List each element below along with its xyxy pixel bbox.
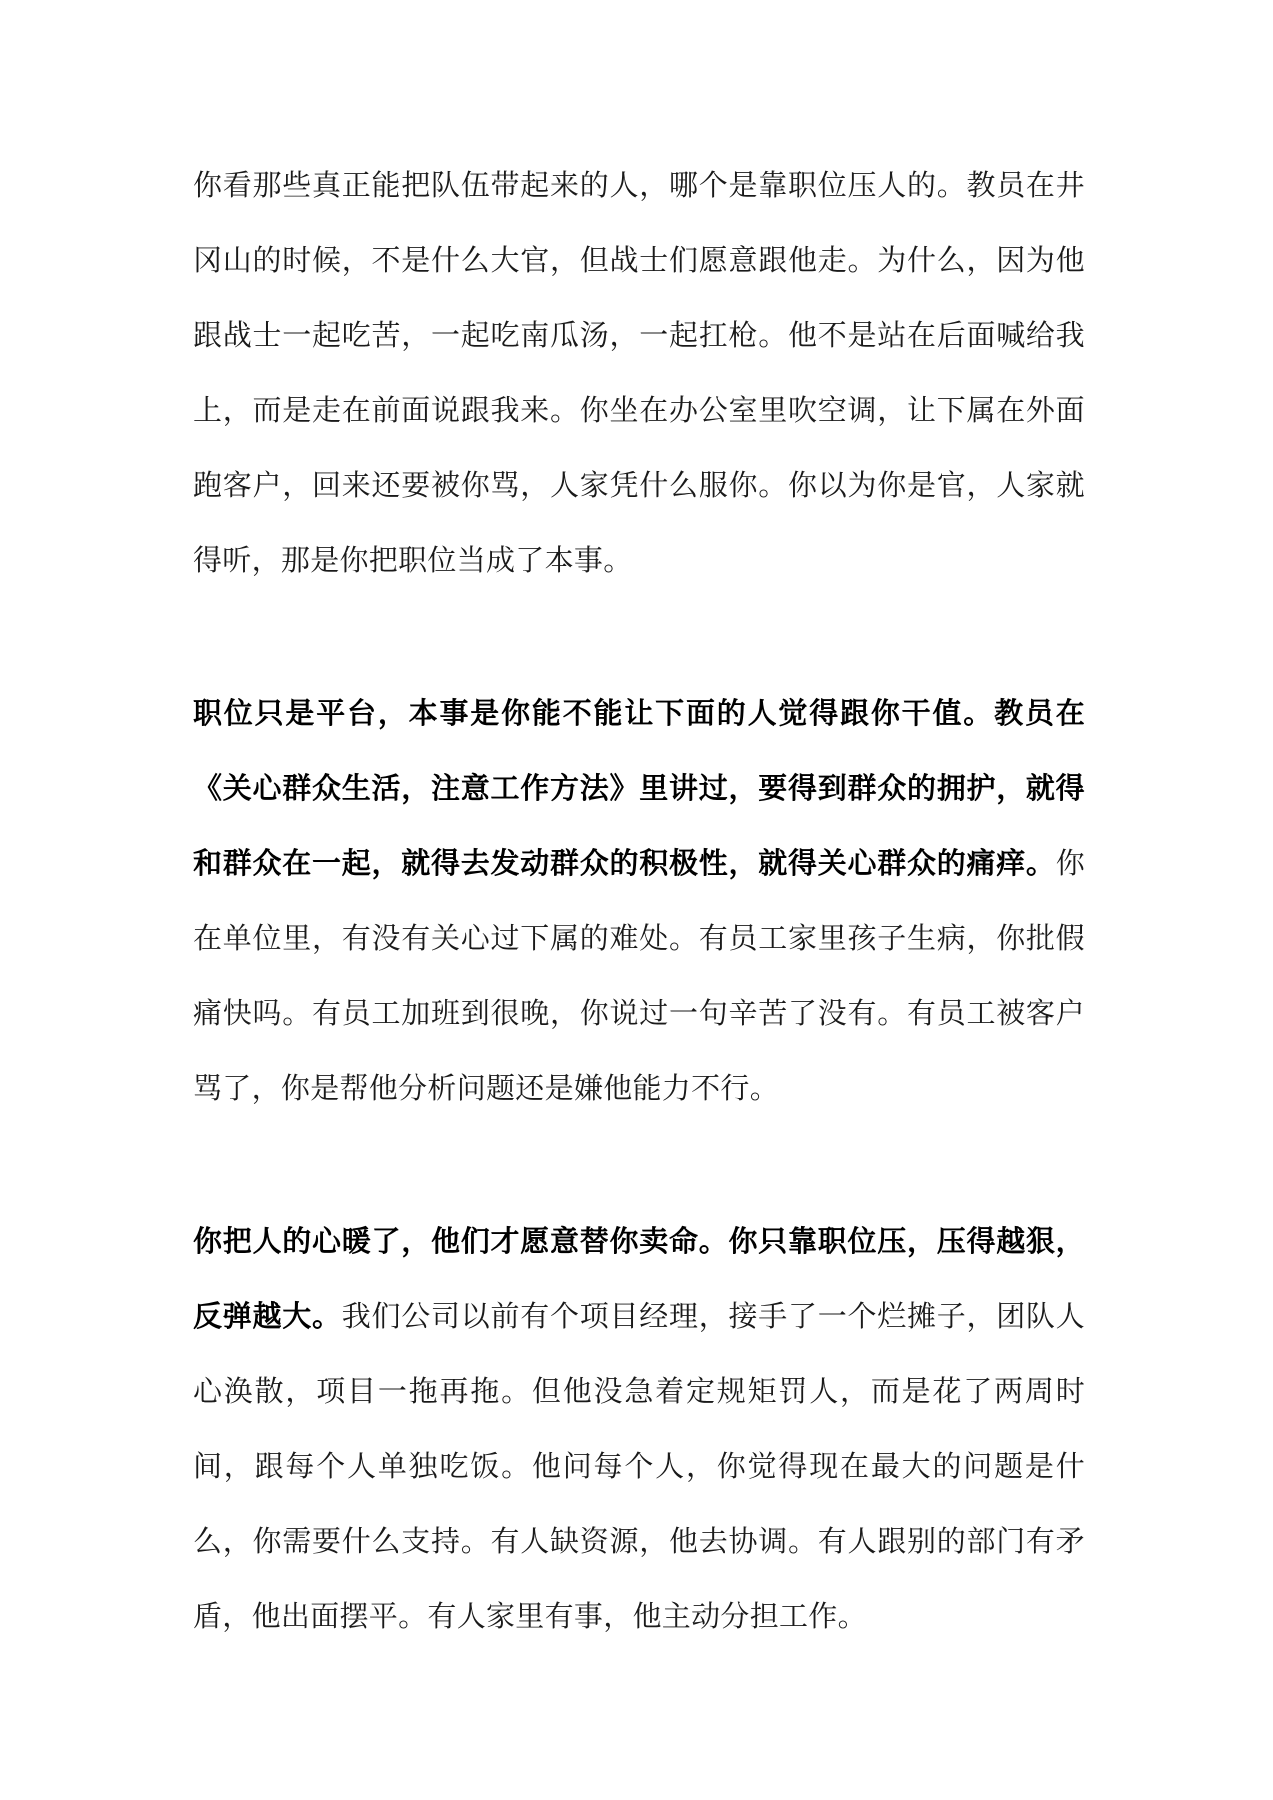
paragraph-2-text: 你在单位里，有没有关心过下属的难处。有员工家里孩子生病，你批假痛快吗。有员工加班到很晚，你说过一句辛苦了没有。有员工被客户骂了，你是帮他分析问题还是嫌他能力不行。 xyxy=(193,846,1085,1105)
paragraph-3-text: 我们公司以前有个项目经理，接手了一个烂摊子，团队人心涣散，项目一拖再拖。但他没急着定规矩罚人，而是花了两周时间，跟每个人单独吃饭。他问每个人，你觉得现在最大的问题是什么，你需要什么支持。有人缺资源，他去协调。有人跟别的部门有矛盾，他出面摆平。有人家里有事，他主动分担工作。 xyxy=(193,1299,1085,1633)
paragraph-3-bold: 你把人的心暖了，他们才愿意替你卖命。你只靠职位压，压得越狠，反弹越大。 xyxy=(193,1224,1085,1333)
paragraph-1-text: 你看那些真正能把队伍带起来的人，哪个是靠职位压人的。教员在井冈山的时候，不是什么大官，但战士们愿意跟他走。为什么，因为他跟战士一起吃苦，一起吃南瓜汤，一起扛枪。他不是站在后面喊给我上，而是走在前面说跟我来。你坐在办公室里吹空调，让下属在外面跑客户，回来还要被你骂，人家凭什么服你。你以为你是官，人家就得听，那是你把职位当成了本事。 xyxy=(193,168,1085,577)
paragraph-1 xyxy=(193,148,1085,598)
paragraph-2 xyxy=(193,676,1085,1126)
paragraph-2-bold: 职位只是平台，本事是你能不能让下面的人觉得跟你干值。教员在《关心群众生活，注意工作方法》里讲过，要得到群众的拥护，就得和群众在一起，就得去发动群众的积极性，就得关心群众的痛痒。 xyxy=(193,696,1085,880)
document-body xyxy=(193,148,1085,1654)
paragraph-3 xyxy=(193,1204,1085,1654)
